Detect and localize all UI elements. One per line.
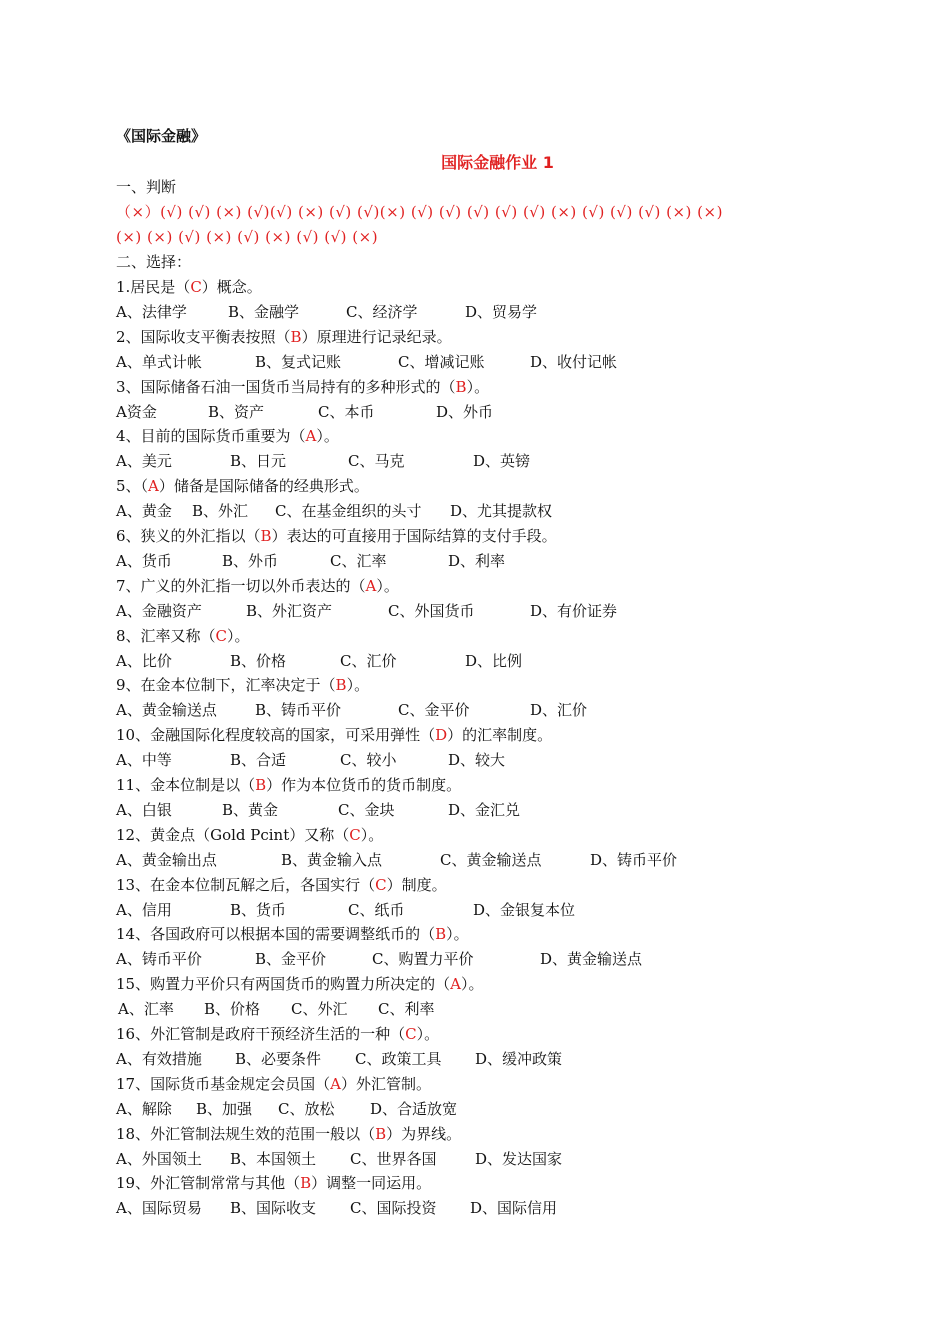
option-c: C、较小 — [340, 751, 397, 769]
answer-letter: B — [260, 527, 272, 545]
question-13 — [116, 875, 447, 895]
option-d: D、国际信用 — [470, 1199, 558, 1217]
question-4 — [116, 426, 339, 446]
option-a: A、比价 — [116, 652, 172, 670]
question-3 — [116, 377, 489, 397]
question-text-tail: ）调整一同运用。 — [311, 1174, 432, 1192]
option-a: A、黄金 — [116, 502, 172, 520]
option-c: C、政策工具 — [355, 1050, 442, 1068]
option-b: B、合适 — [230, 751, 287, 769]
answer-letter: B — [375, 1125, 387, 1143]
answer-letter: B — [290, 328, 302, 346]
question-text-tail: ）的汇率制度。 — [447, 726, 553, 744]
question-6 — [116, 526, 557, 546]
question-text: 2、国际收支平衡表按照（ — [116, 328, 291, 346]
option-b: B、价格 — [230, 652, 287, 670]
answer-letter: A — [148, 477, 159, 495]
option-d: D、金银复本位 — [473, 901, 576, 919]
question-text-tail: ）原理进行记录纪录。 — [301, 328, 452, 346]
option-d: D、发达国家 — [475, 1150, 563, 1168]
option-d: C、利率 — [378, 1000, 435, 1018]
question-16 — [116, 1024, 439, 1044]
question-11 — [116, 775, 461, 795]
section-choice-heading: 二、选择： — [116, 253, 192, 271]
question-text: 18、外汇管制法规生效的范围一般以（ — [116, 1125, 376, 1143]
option-c: C、汇率 — [330, 552, 387, 570]
answer-letter: C — [405, 1025, 417, 1043]
option-c: C、黄金输送点 — [440, 851, 542, 869]
question-19 — [116, 1173, 431, 1193]
option-a: A、黄金输送点 — [116, 701, 217, 719]
option-d: D、黄金输送点 — [540, 950, 643, 968]
option-c: C、金平价 — [398, 701, 470, 719]
question-10 — [116, 725, 552, 745]
question-text: 19、外汇管制常常与其他（ — [116, 1174, 301, 1192]
answer-letter: C — [375, 876, 387, 894]
option-b: B、国际收支 — [230, 1199, 317, 1217]
question-text: 13、在金本位制瓦解之后，各国实行（ — [116, 876, 376, 894]
course-title: 《国际金融》 — [116, 127, 207, 145]
option-a: A、信用 — [116, 901, 172, 919]
question-text-tail: ）。 — [416, 1025, 440, 1043]
question-text: 11、金本位制是以（ — [116, 776, 256, 794]
option-b: B、货币 — [230, 901, 287, 919]
question-text: 3、国际储备石油一国货币当局持有的多种形式的（ — [116, 378, 456, 396]
option-b: B、加强 — [196, 1100, 253, 1118]
question-text-tail: ）概念。 — [201, 278, 262, 296]
question-7 — [116, 576, 399, 596]
option-c: C、放松 — [278, 1100, 335, 1118]
answer-letter: B — [300, 1174, 312, 1192]
question-text: 9、在金本位制下，汇率决定于（ — [116, 676, 336, 694]
question-8 — [116, 626, 250, 646]
option-b: B、金平价 — [255, 950, 327, 968]
option-a: A、有效措施 — [116, 1050, 202, 1068]
answer-letter: B — [255, 776, 267, 794]
option-c: C、外汇 — [291, 1000, 348, 1018]
option-d: D、收付记帐 — [530, 353, 618, 371]
question-text-tail: ）作为本位货币的货币制度。 — [266, 776, 462, 794]
option-d: D、较大 — [448, 751, 506, 769]
question-text-tail: ）。 — [460, 975, 484, 993]
option-d: D、英镑 — [473, 452, 531, 470]
answer-letter: C — [215, 627, 228, 645]
answer-letter: D — [435, 726, 448, 744]
answer-letter: C — [190, 278, 202, 296]
question-15 — [116, 974, 483, 994]
question-text-tail: ）表达的可直接用于国际结算的支付手段。 — [271, 527, 557, 545]
question-text: 16、外汇管制是政府干预经济生活的一种（ — [116, 1025, 406, 1043]
question-text-tail: ）。 — [376, 577, 399, 595]
answer-letter: A — [330, 1075, 341, 1093]
question-text-tail: ）。 — [446, 925, 469, 943]
option-b: B、价格 — [204, 1000, 261, 1018]
option-d: D、合适放宽 — [370, 1100, 458, 1118]
option-a: A、白银 — [116, 801, 172, 819]
question-text-tail: ）。 — [360, 826, 384, 844]
option-d: D、金汇兑 — [448, 801, 521, 819]
option-d: D、有价证券 — [530, 602, 618, 620]
question-text-tail: ）。 — [466, 378, 490, 396]
option-c: C、增减记账 — [398, 353, 485, 371]
question-text: 14、各国政府可以根据本国的需要调整纸币的（ — [116, 925, 436, 943]
option-c: C、本币 — [318, 403, 375, 421]
option-d: D、尤其提款权 — [450, 502, 553, 520]
question-text: 5、（ — [116, 477, 149, 495]
answer-letter: A — [450, 975, 461, 993]
option-a: A、法律学 — [116, 303, 187, 321]
answer-letter: B — [455, 378, 467, 396]
option-c: C、在基金组织的头寸 — [275, 502, 422, 520]
option-b: B、外汇 — [192, 502, 249, 520]
question-12 — [116, 825, 383, 845]
answer-letter: A — [305, 427, 317, 445]
question-text: 1.居民是（ — [116, 278, 191, 296]
option-a: A、美元 — [116, 452, 172, 470]
option-b: B、日元 — [230, 452, 287, 470]
option-d: D、外币 — [436, 403, 494, 421]
option-d: D、汇价 — [530, 701, 588, 719]
question-text-tail: ）储备是国际储备的经典形式。 — [158, 477, 369, 495]
option-b: B、金融学 — [228, 303, 300, 321]
option-c: C、汇价 — [340, 652, 397, 670]
answer-letter: A — [365, 577, 377, 595]
question-14 — [116, 924, 469, 944]
option-c: C、金块 — [338, 801, 395, 819]
question-text: 4、目前的国际货币重要为（ — [116, 427, 306, 445]
question-1 — [116, 277, 262, 297]
option-c: C、国际投资 — [350, 1199, 437, 1217]
question-text: 7、广义的外汇指一切以外币表达的（ — [116, 577, 366, 595]
question-text: 17、国际货币基金规定会员国（ — [116, 1075, 331, 1093]
option-c: C、世界各国 — [350, 1150, 437, 1168]
option-d: D、贸易学 — [465, 303, 538, 321]
question-text: 6、狭义的外汇指以（ — [116, 527, 261, 545]
question-text: 10、金融国际化程度较高的国家，可采用弹性（ — [116, 726, 436, 744]
option-c: C、马克 — [348, 452, 405, 470]
option-a: A、黄金输出点 — [116, 851, 217, 869]
option-a: A、金融资产 — [116, 602, 202, 620]
option-a: A、外国领土 — [116, 1150, 202, 1168]
option-c: C、纸币 — [348, 901, 405, 919]
question-text-tail: ）外汇管制。 — [340, 1075, 431, 1093]
option-a: A、铸币平价 — [116, 950, 202, 968]
answer-letter: C — [349, 826, 361, 844]
option-d: D、利率 — [448, 552, 506, 570]
option-d: D、缓冲政策 — [475, 1050, 563, 1068]
option-b: B、本国领土 — [230, 1150, 317, 1168]
option-b: B、外币 — [222, 552, 279, 570]
question-text-tail: ）。 — [346, 676, 370, 694]
option-a: A、国际贸易 — [116, 1199, 202, 1217]
option-a: A、货币 — [116, 552, 172, 570]
judge-answers-row-2: (×) (×) (√) (×) (√) (×) (√) (√) (×) — [116, 228, 379, 246]
option-d: D、比例 — [465, 652, 523, 670]
question-17 — [116, 1074, 431, 1094]
option-c: C、经济学 — [346, 303, 418, 321]
option-c: C、购置力平价 — [372, 950, 474, 968]
question-9 — [116, 675, 369, 695]
section-judge-heading: 一、判断 — [116, 178, 177, 196]
question-2 — [116, 327, 452, 347]
question-text-tail: ）制度。 — [386, 876, 447, 894]
judge-answers-row-1: （×）(√) (√) (×) (√)(√) (×) (√) (√)(×) (√) (√) (√) (√) (√) (×) (√) (√) (√) (×) (×) — [116, 203, 723, 221]
option-a: A、解除 — [116, 1100, 172, 1118]
option-a: A、单式计帐 — [116, 353, 202, 371]
option-b: B、外汇资产 — [246, 602, 333, 620]
option-a: A、中等 — [116, 751, 172, 769]
question-text: 15、购置力平价只有两国货币的购置力所决定的（ — [116, 975, 451, 993]
option-b: B、黄金输入点 — [281, 851, 383, 869]
option-d: D、铸币平价 — [590, 851, 678, 869]
question-text-tail: ）。 — [316, 427, 339, 445]
answer-letter: B — [335, 676, 347, 694]
question-text: 12、黄金点（Gold Pcint）又称（ — [116, 826, 350, 844]
question-18 — [116, 1124, 461, 1144]
option-b: B、复式记账 — [255, 353, 342, 371]
option-a: A、汇率 — [118, 1000, 174, 1018]
option-a: A资金 — [116, 403, 157, 421]
assignment-title: 国际金融作业 1 — [441, 153, 554, 172]
option-b: B、资产 — [208, 403, 265, 421]
question-text: 8、汇率又称（ — [116, 627, 216, 645]
question-5 — [116, 476, 369, 496]
question-text-tail: ）为界线。 — [386, 1125, 462, 1143]
question-text-tail: ）。 — [227, 627, 250, 645]
option-b: B、必要条件 — [235, 1050, 322, 1068]
option-b: B、黄金 — [222, 801, 279, 819]
option-b: B、铸币平价 — [255, 701, 342, 719]
option-c: C、外国货币 — [388, 602, 475, 620]
answer-letter: B — [435, 925, 447, 943]
